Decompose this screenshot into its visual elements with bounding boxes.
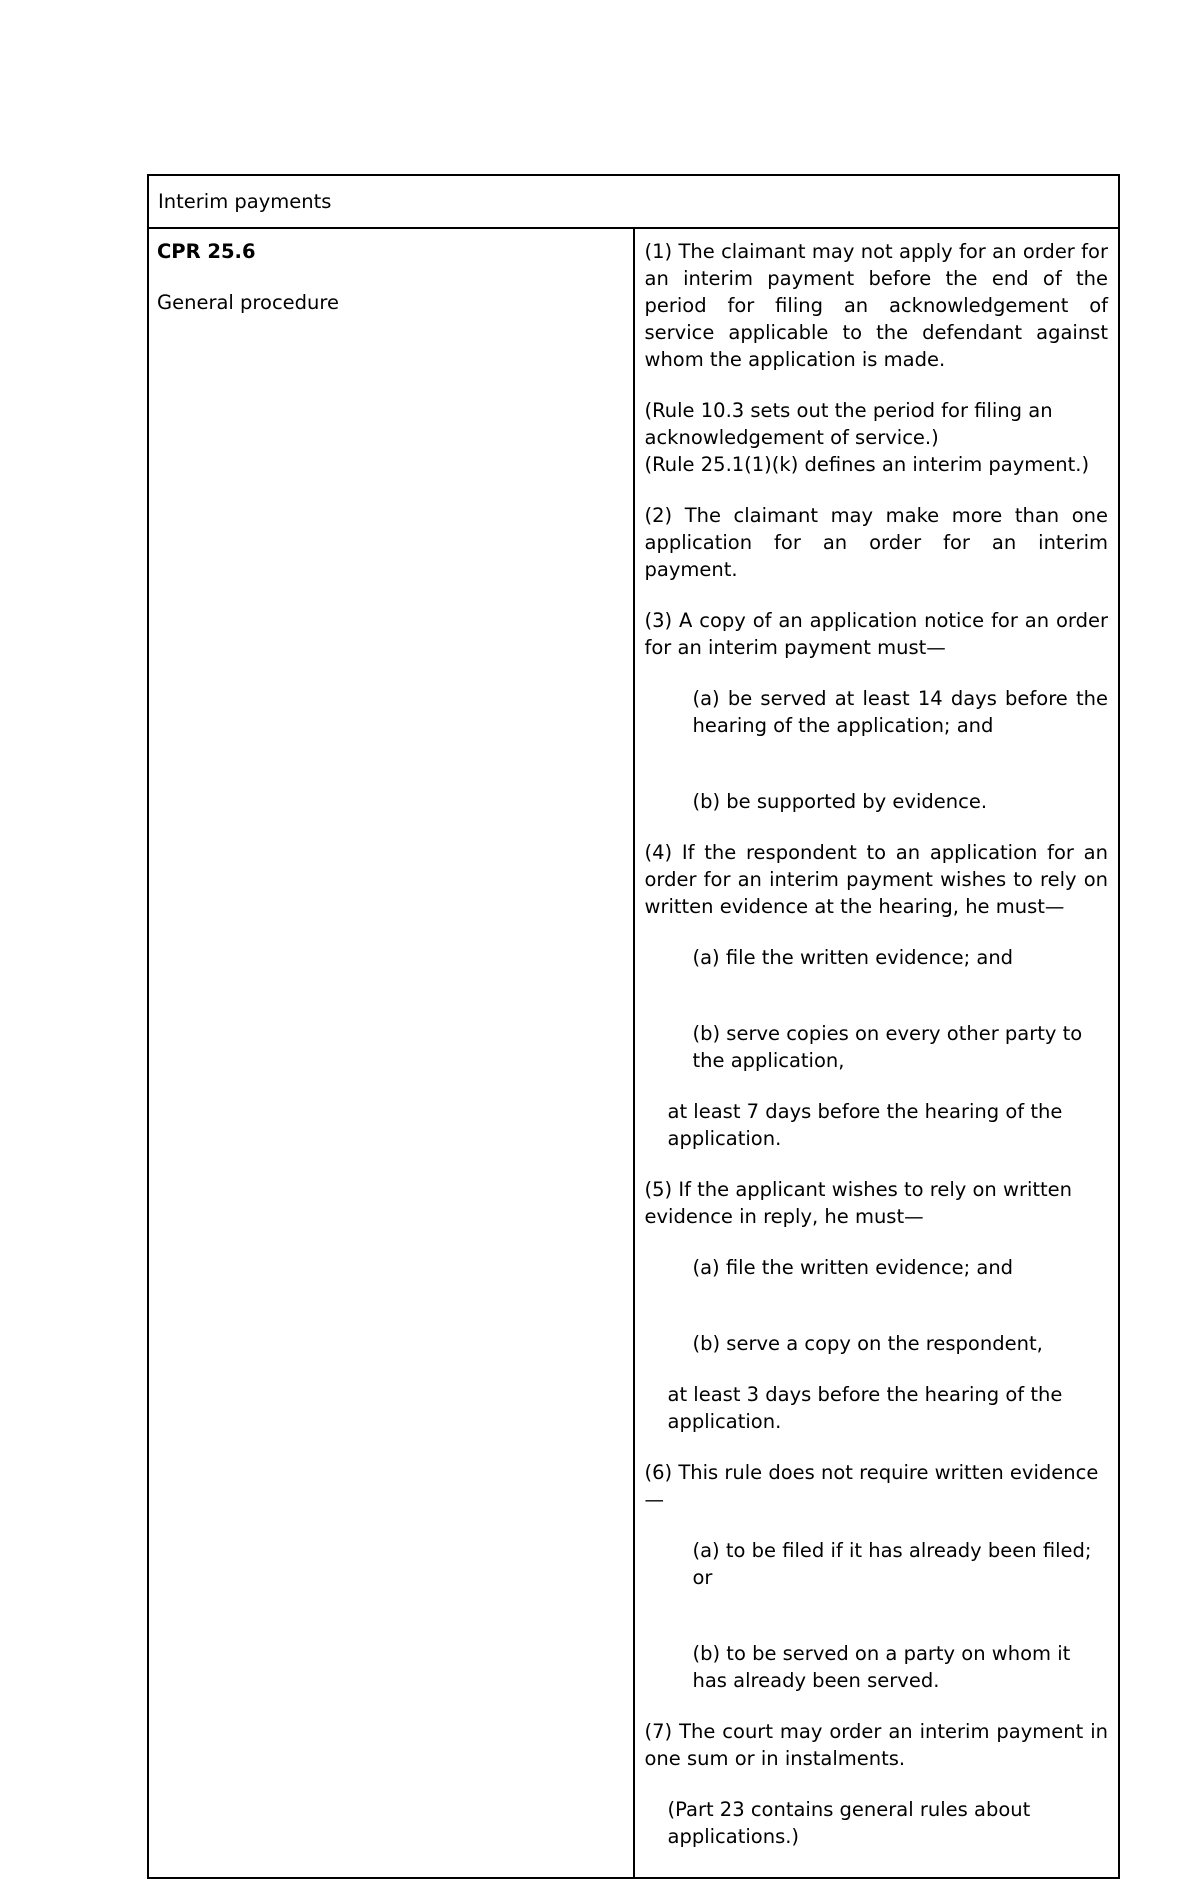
paragraph-4-tail: at least 7 days before the hearing of the application.: [667, 1100, 1063, 1150]
paragraph-4b: (b) serve copies on every other party to the application,: [692, 1022, 1083, 1072]
paragraph-3b: (b) be supported by evidence.: [692, 790, 988, 813]
rule-heading: General procedure: [157, 291, 339, 314]
paragraph-5: (5) If the applicant wishes to rely on written evidence in reply, he must—: [644, 1178, 1073, 1228]
paragraph-3a: (a) be served at least 14 days before the hearing of the application; and: [692, 687, 1108, 737]
paragraph-7: (7) The court may order an interim payment in one sum or in instalments.: [644, 1720, 1108, 1770]
paragraph-5b: (b) serve a copy on the respondent,: [692, 1332, 1043, 1355]
paragraph-5a: (a) file the written evidence; and: [692, 1256, 1014, 1279]
note-rule-25-1: (Rule 25.1(1)(k) defines an interim payment.): [644, 453, 1090, 476]
rule-row: [148, 228, 1119, 1878]
paragraph-5-tail: at least 3 days before the hearing of the application.: [667, 1383, 1063, 1433]
title-row: [148, 175, 1119, 228]
paragraph-6: (6) This rule does not require written evidence—: [644, 1461, 1099, 1511]
paragraph-1: (1) The claimant may not apply for an order for an interim payment before the end of the period for filing an acknowledgement of service applicable to the defendant against whom the application is made.: [644, 240, 1108, 371]
rule-reference: CPR 25.6: [157, 240, 256, 263]
note-rule-10-3: (Rule 10.3 sets out the period for filing an acknowledgement of service.): [644, 399, 1053, 449]
note-part-23: (Part 23 contains general rules about applications.): [667, 1798, 1031, 1848]
rule-table: [147, 174, 1120, 1879]
table-title: Interim payments: [148, 175, 1119, 228]
paragraph-6a: (a) to be filed if it has already been filed; or: [692, 1539, 1092, 1589]
paragraph-6b: (b) to be served on a party on whom it has already been served.: [692, 1642, 1071, 1692]
paragraph-2: (2) The claimant may make more than one application for an order for an interim payment.: [644, 504, 1108, 581]
rule-text-cell: [634, 228, 1120, 1878]
paragraph-3: (3) A copy of an application notice for an order for an interim payment must—: [644, 609, 1108, 659]
rule-label-cell: [148, 228, 634, 1878]
paragraph-4a: (a) file the written evidence; and: [692, 946, 1014, 969]
paragraph-4: (4) If the respondent to an application for an order for an interim payment wishes to rely on written evidence at the hearing, he must—: [644, 841, 1108, 918]
